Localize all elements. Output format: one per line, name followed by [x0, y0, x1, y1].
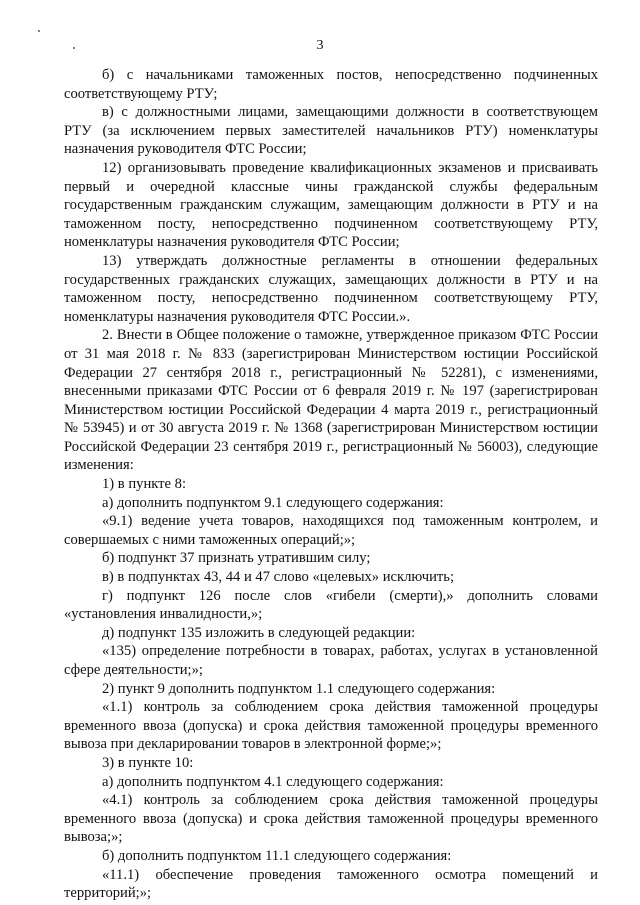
paragraph: «1.1) контроль за соблюдением срока действия таможенной процедуры временного ввоза (допуска) и срока действия таможенной процедуры временного вывоза при декларировании товаров в электронной форме;»;: [64, 699, 598, 753]
page-number: 3: [316, 38, 324, 53]
paragraph: д) подпункт 135 изложить в следующей редакции:: [102, 624, 416, 641]
paragraph: а) дополнить подпунктом 9.1 следующего содержания:: [102, 494, 444, 511]
paragraph: 2) пункт 9 дополнить подпунктом 1.1 следующего содержания:: [102, 680, 496, 697]
scan-speck: [38, 30, 40, 32]
paragraph: 3) в пункте 10:: [102, 754, 194, 771]
paragraph: б) с начальниками таможенных постов, непосредственно подчиненных соответствующему РТУ;: [64, 67, 598, 102]
paragraph: «11.1) обеспечение проведения таможенного осмотра помещений и территорий;»;: [64, 866, 598, 902]
document-body: [64, 66, 598, 903]
paragraph: «4.1) контроль за соблюдением срока действия таможенной процедуры временного ввоза (допуска) и срока действия таможенной процедуры временного вывоза;»;: [64, 792, 598, 846]
paragraph: б) подпункт 37 признать утратившим силу;: [102, 550, 371, 567]
paragraph: 1) в пункте 8:: [102, 476, 187, 493]
paragraph: а) дополнить подпунктом 4.1 следующего содержания:: [102, 773, 444, 790]
paragraph: в) в подпунктах 43, 44 и 47 слово «целевых» исключить;: [102, 569, 454, 586]
paragraph: в) с должностными лицами, замещающими должности в соответствующем РТУ (за исключением первых заместителей начальников РТУ) номенклатуры назначения руководителя ФТС России;: [64, 104, 598, 158]
paragraph: «135) определение потребности в товарах, работах, услугах в установленной сфере деятельности;»;: [64, 643, 598, 678]
paragraph: б) дополнить подпунктом 11.1 следующего содержания:: [102, 847, 452, 864]
paragraph: 12) организовывать проведение квалификационных экзаменов и присваивать первый и очередной классные чины гражданской службы федеральным государственным гражданским служащим, замещающим должности в РТУ и на таможенном посту, непосредственно подчиненном соответствующему РТУ, номенклатуры назначения руководителя ФТС России;: [64, 159, 598, 251]
paragraph: 2. Внести в Общее положение о таможне, утвержденное приказом ФТС России от 31 мая 2018 г. № 833 (зарегистрирован Министерством юстиции Российской Федерации 27 сентября 2018 г., регистрационный № 52281), с изменениями, внесенными приказами ФТС России от 6 февраля 2019 г. № 197 (зарегистрирован Министерством юстиции Российской Федерации 4 марта 2019 г., регистрационный № 53945) и от 30 августа 2019 г. № 1368 (зарегистрирован Министерством юстиции Российской Федерации 23 сентября 2019 г., регистрационный № 56003), следующие изменения:: [64, 327, 598, 474]
paragraph: г) подпункт 126 после слов «гибели (смерти),» дополнить словами «установления инвалидности,»;: [64, 587, 598, 623]
paragraph: «9.1) ведение учета товаров, находящихся под таможенным контролем, и совершаемых с ними таможенных операций;»;: [64, 513, 598, 548]
paragraph: 13) утверждать должностные регламенты в отношении федеральных государственных гражданских служащих, замещающих должности в РТУ и на таможенном посту, непосредственно подчиненном соответствующему РТУ, номенклатуры назначения руководителя ФТС России.».: [64, 252, 598, 325]
